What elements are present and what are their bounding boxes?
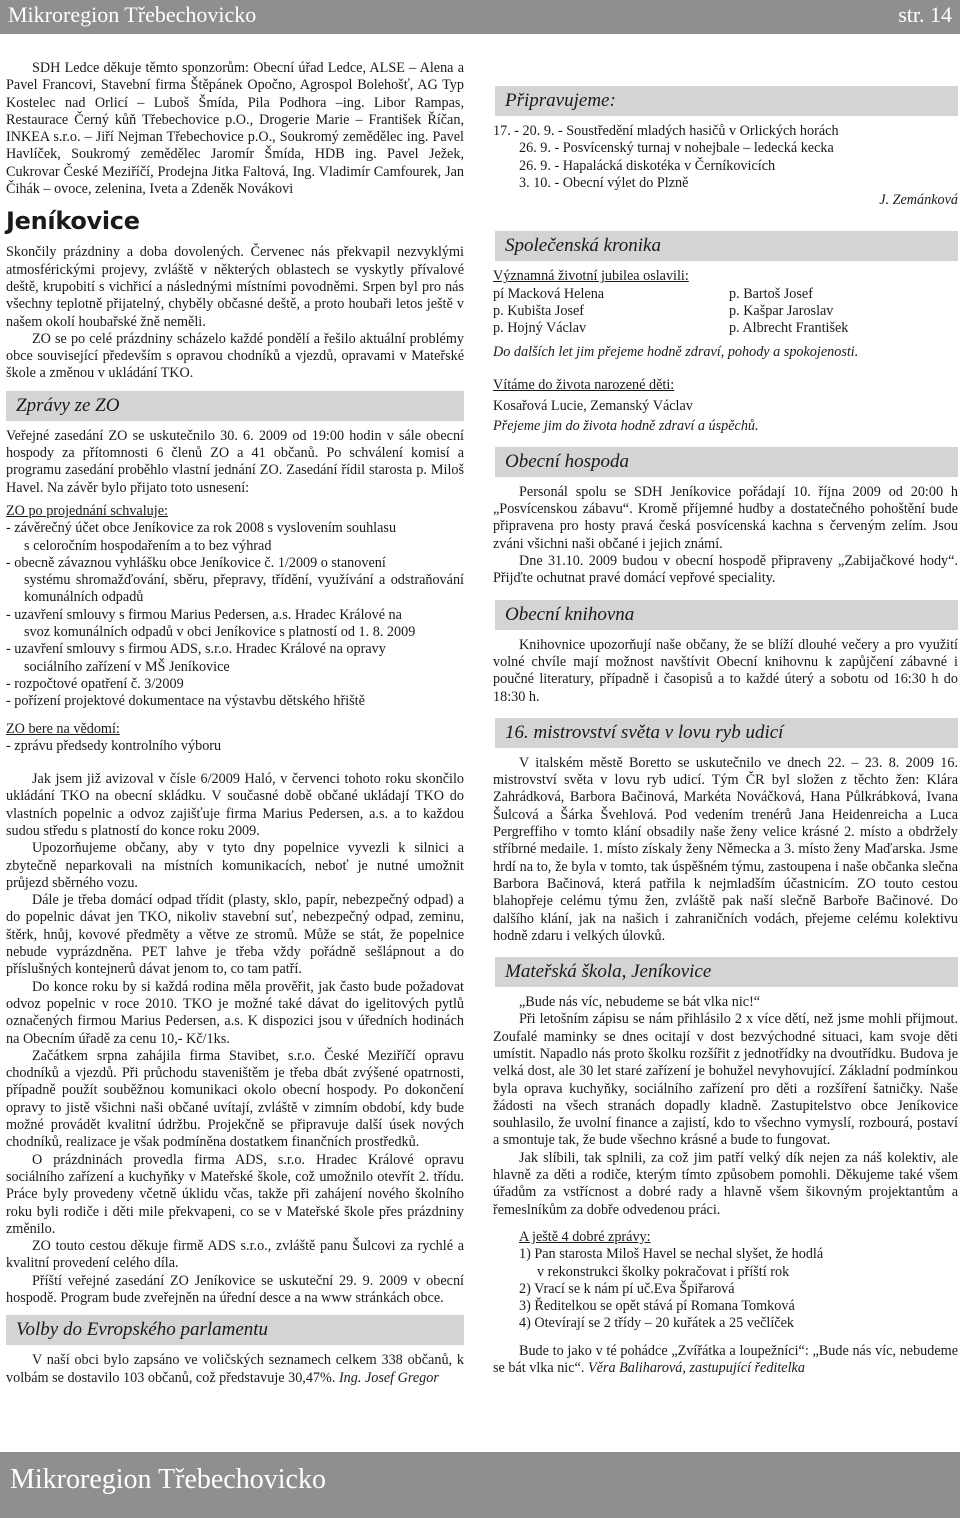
list-item: - obecně závaznou vyhlášku obce Jeníkovice č. 1/2009 o stanovení systému shromažďování, sběru, přepravy, třídění, využívání a odstraňování komunálních odpadů — [6, 554, 464, 606]
paragraph: Při letošním zápisu se nám přihlásilo 2 x více dětí, než jsme mohli přijmout. Zoufalé maminky se dnes ocitají v dost bezvýchodné situaci, kam svoje děti umístit. Napadlo nás proto školku rozšířit z jednotřídky na dvoutřídku. Budova je velká dost, ale 30 let staré zařízení je bohužel nevyhovující. Základní podmínkou byla oprava kuchyňky, sociálního zařízení pro děti a rozšíření šatničky. Naše žádosti na všech stranách dopadly kladně. Zastupitelstvo obce Jeníkovice souhlasilo, že uvolní finance a zajistí, kdo to všechno vymyslí, rozbourá, postaví a smontuje tak, že bude všechno krásné a bude to fungovat. — [493, 1011, 958, 1149]
section-heading-ms: Mateřská škola, Jeníkovice — [495, 957, 958, 987]
author-signature: Věra Baliharová, zastupující ředitelka — [587, 1360, 805, 1377]
jubilea-heading: Významná životní jubilea oslavili: — [493, 268, 689, 285]
list-item: p. Kubišta Josef — [493, 303, 585, 320]
left-column — [6, 60, 464, 1387]
paragraph: ZO touto cestou děkuje firmě ADS s.r.o., zvláště panu Šulcovi za rychlé a kvalitní provedení celého díla. — [6, 1238, 464, 1272]
jubilea-wish: Do dalších let jim přejeme hodně zdraví, pohody a spokojenosti. — [493, 343, 859, 360]
list-item: - závěrečný účet obce Jeníkovice za rok 2008 s vyslovením souhlasu s celoročním hospodařením a to bez výhrad — [6, 520, 397, 554]
page-footer — [0, 1452, 960, 1518]
vedomi-item: - zprávu předsedy kontrolního výboru — [6, 737, 222, 754]
section-heading-knihovna: Obecní knihovna — [495, 600, 958, 630]
list-item: pí Macková Helena — [493, 285, 605, 302]
list-item: - uzavření smlouvy s firmou Marius Pedersen, a.s. Hradec Králové na svoz komunálních odpadů v obci Jeníkovice s platností od 1. 8. 2009 — [6, 606, 416, 641]
paragraph: Skončily prázdniny a doba dovolených. Červenec nás překvapil nezvyklými atmosférickými projevy, zvláště v některých oblastech se vyskytly přívalové deště, krupobití s vichřicí a následnými místními povodněmi. Srpen byl pro nás všechny teplotně přijatelný, chyběly občasné deště, a proto houbaři letos ještě v našem okolí houbařské žně neměli. — [6, 244, 464, 330]
section-heading-zpravy: Zprávy ze ZO — [6, 391, 464, 421]
section-heading-volby: Volby do Evropského parlamentu — [6, 1315, 464, 1345]
narozene-names: Kosařová Lucie, Zemanský Václav — [493, 398, 693, 415]
narozene-heading: Vítáme do života narozené děti: — [493, 376, 675, 393]
paragraph: Dne 31.10. 2009 budou v obecní hospodě připraveny „Zabijačkové hody“. Přijďte ochutnat pravé domácí vepřové speciality. — [493, 553, 958, 587]
sponsors-paragraph: SDH Ledce děkuje těmto sponzorům: Obecní úřad Ledce, ALSE – Alena a Pavel Francovi, Stavební firma Štěpánek Opočno, Agrospol Bolehošť, AG Typ Kostelec nad Orlicí – Luboš Šmída, Pila Podhora –ing. Libor Rampas, Restaurace Černý kůň Třebechovice p.O., Drogerie Marie – František Říčan, INKEA s.r.o. – Jiří Nejman Třebechovice p.O., Soukromý zemědělec ing. Pavel Havlíček, Soukromý zemědělec Jaromír Šmída, HDB ing. Pavel Ježek, Cukrovar České Meziříčí, Prodejna Jitka Faltová, Ing. Vladimír Camfourek, Jan Čihák – ovoce, zelenina, Iveta a Zdeněk Novákovi — [6, 60, 464, 198]
ms-zpravy-list — [493, 1246, 958, 1332]
paragraph: Příští veřejné zasedání ZO Jeníkovice se uskuteční 29. 9. 2009 v obecní hospodě. Program bude zveřejněn na úřední desce a na www stránkách obce. — [6, 1272, 464, 1306]
paragraph: Personál spolu se SDH Jeníkovice pořádají 10. října 2009 od 20:00 h „Posvícenskou zábavu“. Kromě příjemné hudby a dostatečného pohoštění bude připravena pro hosty pravá česká posvícenská kachna s červeným zelím. Jsou zváni všichni naši občané i jejich známí. — [493, 483, 958, 552]
paragraph: Upozorňujeme občany, aby v tyto dny popelnice vyvezli k silnici a zbytečně neparkovali na místních komunikacích, neboť je nutné umožnit průjezd sběrného vozu. — [6, 840, 464, 891]
ms-quote: „Bude nás víc, nebudeme se bát vlka nic!“ — [519, 994, 761, 1011]
narozene-wish: Přejeme jim do života hodně zdraví a úspěchů. — [493, 417, 759, 434]
paragraph: Veřejné zasedání ZO se uskutečnilo 30. 6. 2009 od 19:00 hodin v sále obecní hospody za přítomnosti 6 členů ZO a 41 občanů. Po schválení komisí a programu zasedání proběhlo vlastní jednání ZO. Zasedání řídil starosta p. Miloš Havel. Na závěr bylo přijato toto usnesení: — [6, 427, 464, 496]
paragraph: Jak jsem již avizoval v čísle 6/2009 Haló, v červenci tohoto roku skončilo ukládání TKO na obecní skládku. V současné době občané ukládají TKO do vlastních popelnic a odvoz zajišťuje firma Marius Pedersen, a.s. a to každou sudou středu s platností do konce roku 2009. — [6, 771, 464, 839]
author-signature: Ing. Josef Gregor — [338, 1369, 439, 1386]
page-header — [0, 0, 960, 34]
paragraph: Dále je třeba domácí odpad třídit (plasty, sklo, papír, nebezpečný odpad) a do popelnic dávat jen TKO, nikoliv stavební suť, nebezpečný odpad, zeminu, štěrk, hnůj, kovové předměty a větve ze stromů. Může se stát, že popelnice nebude vyprázdněna. PET lahve je třeba vždy pořádně sešlápnout a do příslušných kontejnerů dávat jenom to, co tam patří. — [6, 892, 464, 978]
event-item: 3. 10. - Obecní výlet do Plzně — [519, 174, 689, 191]
list-item: 2) Vrací se k nám pí uč.Eva Špiřarová — [519, 1280, 735, 1297]
paragraph: O prázdninách provedla firma ADS, s.r.o. Hradec Králové opravu sociálního zařízení a kuchyňky v Mateřské škole, což umožnilo otevřít 2. třídu. Práce byly provedeny včetně úklidu včas, takže při zahájení nového školního roku byli rodiče i děti mile překvapeni, co se v Mateřské škole přes prázdniny změnilo. — [6, 1151, 464, 1237]
section-heading-pripravujeme: Připravujeme: — [495, 86, 958, 116]
event-item: 26. 9. - Hapalácká diskotéka v Černíkovicích — [519, 157, 776, 174]
jenikovice-heading: Jeníkovice — [6, 207, 140, 236]
events-signature: J. Zemánková — [879, 192, 958, 209]
section-heading-ryby: 16. mistrovství světa v lovu ryb udicí — [495, 718, 958, 748]
paragraph: Knihovnice upozorňují naše občany, že se blíží dlouhé večery a pro využití volné chvíle mají možnost navštívit Obecní knihovnu k zapůjčení zábavné i poučné literatury, případně i časopisů a to každé úterý a sobotu od 16:30 h do 18:30 h. — [493, 636, 958, 705]
list-item: p. Bartoš Josef — [729, 285, 813, 302]
list-item: - rozpočtové opatření č. 3/2009 — [6, 675, 184, 692]
event-item: 17. - 20. 9. - Soustředění mladých hasičů v Orlických horách — [493, 123, 839, 139]
list-item: - uzavření smlouvy s firmou ADS, s.r.o. Hradec Králové na opravy sociálního zařízení v MŠ Jeníkovice — [6, 641, 386, 675]
page-number: str. 14 — [898, 2, 952, 27]
paragraph: Jak slíbili, tak splnili, za což jim patří velký dík nejen za náš kolektiv, ale hlavně za děti a rodiče, kterým tímto způsobem pomohli. Děkujeme také všem úřadům za vstřícnost a dobré rady a hlavně všem šikovným projektantům a řemeslníkům za dobře odvedenou práci. — [493, 1149, 958, 1218]
paragraph: V naší obci bylo zapsáno ve voličských seznamech celkem 338 občanů, k volbám se dostavilo 103 občanů, což představuje 30,47%. Ing. Josef Gregor — [6, 1352, 464, 1386]
list-item: p. Albrecht Františ​ek — [729, 320, 849, 337]
schvaluje-heading: ZO po projednání schvaluje: — [6, 502, 168, 519]
paragraph: Do konce roku by si každá rodina měla prověřit, jak často bude požadovat odvoz popelnic v roce 2010. TKO je možné také dávat do igelitových pytlů označených firmou Marius Pedersen, a.s. K dispozici jsou v úředních hodinách na Obecním úřadě za cenu 10,- Kč/1ks. — [6, 978, 464, 1047]
header-title: Mikroregion Třebechovicko — [8, 2, 257, 27]
vedomi-heading: ZO bere na vědomí: — [6, 720, 120, 737]
events-list — [493, 123, 958, 192]
paragraph: V italském městě Boretto se uskutečnilo ve dnech 22. – 23. 8. 2009 16. mistrovství světa v lovu ryb udicí. Tým ČR byl složen z těchto žen: Klára Zahrádková, Barbora Bačinová, Markéta Nováčková, Hana Půlkrábková, Ivana Šulcová a Šárka Švehlová. Pod vedením trenérů Jana Heidenreicha a Luca Pergreffiho v tomto klání obsadily naše ženy velice krásné 2. místo a obdržely stříbrné medaile. 1. místo získaly ženy Německa a 3. místo ženy Maďarska. Jsme hrdí na to, že byla v tomto, tak úspěšném týmu, zastoupena i naše občanka slečna Barbora Bačinová, která patřila k nejmladším účastnicím. ZO touto cestou blahopřeje celému týmu žen, zvláště pak naší slečně Barboře Bačinové. Do dalšího klání, jak na našich i zahraničních vodách, přejeme celému kolektivu hodně zdaru i velkých úlovků. — [493, 754, 958, 944]
ms-zpravy-heading: A ještě 4 dobré zprávy: — [519, 1228, 651, 1245]
list-item: - pořízení projektové dokumentace na výstavbu dětského hřiště — [6, 693, 365, 710]
right-column — [493, 86, 958, 1377]
list-item: p. Kašpar Jaroslav — [729, 303, 834, 320]
section-heading-kronika: Společenská kronika — [495, 231, 958, 261]
footer-title: Mikroregion Třebechovicko — [10, 1464, 326, 1495]
list-item: 4) Otevírají se 2 třídy – 20 kuřátek a 25 večlíček — [519, 1315, 794, 1332]
section-heading-hospoda: Obecní hospoda — [495, 447, 958, 477]
jubilea-list — [493, 286, 958, 338]
schvaluje-list — [6, 520, 464, 710]
list-item: p. Hojný Václav — [493, 320, 587, 337]
list-item: 1) Pan starosta Miloš Havel se nechal slyšet, že hodlá v rekonstrukci školky pokračovat i příští rok — [519, 1246, 824, 1280]
list-item: 3) Ředitelkou se opět stává pí Romana Tomková — [519, 1298, 795, 1315]
paragraph: Začátkem srpna zahájila firma Stavibet, s.r.o. České Meziříčí opravu chodníků a vjezdů. Při průchodu staveništěm je třeba dbát zvýšené opatrnosti, případně použít souběžnou komunikaci okolo obecní hospody. Po dokončení opravy to jistě všichni naši občané uvítají, zvláště v zimním období, kdy bude možné provádět kvalitní údržbu. Projekčně se připravuje další úsek nových chodníků, realizace je však podmíněna dostatkem finančních prostředků. — [6, 1047, 464, 1151]
paragraph: ZO se po celé prázdniny scházelo každé pondělí a řešilo aktuální problémy obce související především s opravou chodníků a vjezdů, opravami v Mateřské škole a změnou v ukládání TKO. — [6, 330, 464, 382]
paragraph: Bude to jako v té pohádce „Zvířátka a loupežníci“: „Bude nás víc, nebudeme se bát vlka nic“. Věra Baliharová, zastupující ředitelka — [493, 1342, 958, 1377]
event-item: 26. 9. - Posvícenský turnaj v nohejbale – ledecká kecka — [519, 140, 834, 157]
